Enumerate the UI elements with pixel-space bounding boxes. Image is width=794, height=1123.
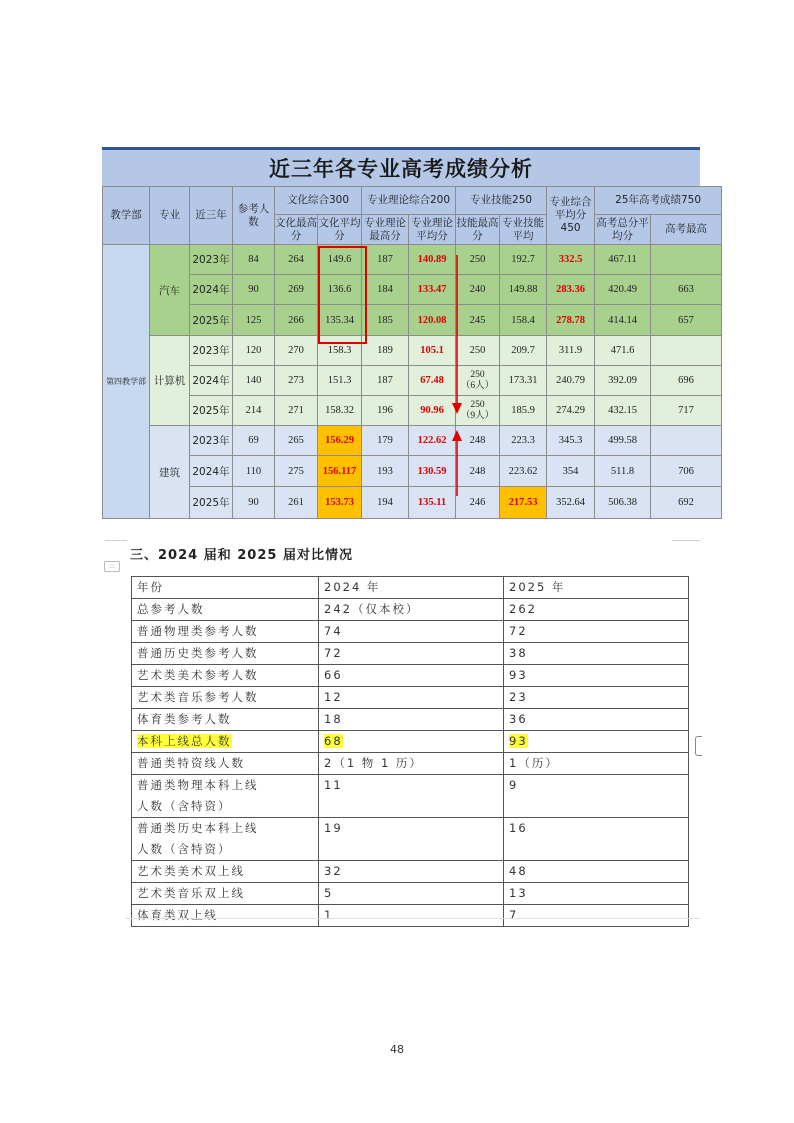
- comparison-cell: [319, 665, 504, 687]
- table-row: [132, 731, 689, 753]
- cell-tavg: 140.89: [409, 245, 456, 275]
- cell-text: 9: [509, 778, 519, 792]
- cell-count: 84: [233, 245, 275, 275]
- header-combined-avg: 专业综合平均分450: [547, 187, 595, 245]
- table-row: [132, 709, 689, 731]
- cell-totavg: 432.15: [595, 396, 651, 426]
- header-culture-max: 文化最高分: [275, 215, 318, 245]
- major-cell: 汽车: [150, 245, 190, 336]
- cell-text: 13: [509, 886, 528, 900]
- down-arrow-icon: [451, 255, 463, 415]
- cell-cmax: 270: [275, 336, 318, 366]
- cell-count: 110: [233, 456, 275, 487]
- cell-text: 普通历史类参考人数: [137, 646, 259, 660]
- cell-tavg: 120.08: [409, 305, 456, 336]
- cell-smax: 250 （6人）: [456, 366, 500, 396]
- comparison-cell: [319, 599, 504, 621]
- table-row: [103, 336, 722, 366]
- comparison-cell: [504, 577, 689, 599]
- comparison-cell: [319, 687, 504, 709]
- table-title-bar: [102, 150, 700, 187]
- cell-text: 年份: [137, 580, 164, 594]
- header-major: 专业: [150, 187, 190, 245]
- cell-cmax: 266: [275, 305, 318, 336]
- cell-count: 69: [233, 426, 275, 456]
- cell-tmax: 193: [362, 456, 409, 487]
- header-theory-avg: 专业理论平均分: [409, 215, 456, 245]
- cell-text: 5: [324, 886, 334, 900]
- cell-smax: 240: [456, 275, 500, 305]
- comparison-cell: [132, 883, 319, 905]
- comparison-cell: [504, 861, 689, 883]
- table-title: 近三年各专业高考成绩分析: [269, 157, 533, 181]
- cell-totmax: 663: [651, 275, 722, 305]
- cell-savg: 223.62: [500, 456, 547, 487]
- cell-smax: 248: [456, 426, 500, 456]
- cell-cavg: 158.32: [318, 396, 362, 426]
- cell-text: 总参考人数: [137, 602, 205, 616]
- comparison-cell: [132, 775, 319, 818]
- cell-savg: 149.88: [500, 275, 547, 305]
- table-row: [132, 861, 689, 883]
- cell-year: 2024年: [190, 456, 233, 487]
- cell-tavg: 67.48: [409, 366, 456, 396]
- cell-year: 2023年: [190, 336, 233, 366]
- header-total-max: 高考最高: [651, 215, 722, 245]
- cell-tmax: 187: [362, 245, 409, 275]
- cell-text: 本科上线总人数: [137, 734, 232, 748]
- cell-savg: 192.7: [500, 245, 547, 275]
- comparison-cell: [319, 818, 504, 861]
- cell-tmax: 189: [362, 336, 409, 366]
- cell-tmax: 179: [362, 426, 409, 456]
- section-title: 三、2024 届和 2025 届对比情况: [130, 548, 353, 563]
- cell-count: 140: [233, 366, 275, 396]
- cell-tavg: 122.62: [409, 426, 456, 456]
- cell-savg: 158.4: [500, 305, 547, 336]
- cell-savg: 217.53: [500, 487, 547, 519]
- cell-cmax: 275: [275, 456, 318, 487]
- cell-tmax: 187: [362, 366, 409, 396]
- cell-totavg: 467.11: [595, 245, 651, 275]
- table-row: [132, 577, 689, 599]
- comparison-cell: [132, 665, 319, 687]
- cell-tavg: 130.59: [409, 456, 456, 487]
- cell-cavg: 156.29: [318, 426, 362, 456]
- comparison-cell: [132, 818, 319, 861]
- cell-comb: 240.79: [547, 366, 595, 396]
- cell-tmax: 194: [362, 487, 409, 519]
- table-row: [132, 599, 689, 621]
- cell-text: 36: [509, 712, 528, 726]
- table-row: [132, 643, 689, 665]
- comparison-cell: [132, 861, 319, 883]
- score-table: [102, 186, 722, 519]
- comparison-cell: [504, 883, 689, 905]
- comparison-cell: [504, 599, 689, 621]
- table-row: [132, 753, 689, 775]
- cell-smax: 250: [456, 336, 500, 366]
- comparison-cell: [504, 731, 689, 753]
- cell-totavg: 499.58: [595, 426, 651, 456]
- cell-text: 2024 年: [324, 580, 381, 594]
- cell-text: 普通类历史本科上线 人数（含特资）: [137, 821, 259, 856]
- cell-cavg: 136.6: [318, 275, 362, 305]
- cell-text: 2025 年: [509, 580, 566, 594]
- cell-year: 2023年: [190, 245, 233, 275]
- cell-text: 艺术类音乐参考人数: [137, 690, 259, 704]
- comparison-cell: [504, 709, 689, 731]
- cell-text: 32: [324, 864, 343, 878]
- cell-year: 2024年: [190, 366, 233, 396]
- drag-handle-icon[interactable]: ::: [104, 561, 120, 572]
- cell-tavg: 105.1: [409, 336, 456, 366]
- cell-text: 艺术类美术双上线: [137, 864, 245, 878]
- cell-totmax: 706: [651, 456, 722, 487]
- cell-tmax: 185: [362, 305, 409, 336]
- cell-totavg: 420.49: [595, 275, 651, 305]
- score-analysis-table: [102, 147, 708, 524]
- cell-tavg: 135.11: [409, 487, 456, 519]
- cell-totavg: 506.38: [595, 487, 651, 519]
- cell-text: 普通物理类参考人数: [137, 624, 259, 638]
- comparison-cell: [504, 665, 689, 687]
- cell-text: 普通类物理本科上线 人数（含特资）: [137, 778, 259, 813]
- cell-totavg: 392.09: [595, 366, 651, 396]
- cell-savg: 223.3: [500, 426, 547, 456]
- comparison-cell: [319, 883, 504, 905]
- comparison-cell: [132, 753, 319, 775]
- header-skill-avg: 专业技能平均: [500, 215, 547, 245]
- cell-text: 72: [509, 624, 528, 638]
- cell-cmax: 261: [275, 487, 318, 519]
- header-year: 近三年: [190, 187, 233, 245]
- major-cell: 建筑: [150, 426, 190, 519]
- table-row: [103, 305, 722, 336]
- page-number: 48: [390, 1043, 404, 1056]
- cell-comb: 352.64: [547, 487, 595, 519]
- header-total: 25年高考成绩750: [595, 187, 722, 215]
- cell-cmax: 273: [275, 366, 318, 396]
- table-row: [132, 665, 689, 687]
- comparison-cell: [319, 753, 504, 775]
- cell-text: 48: [509, 864, 528, 878]
- cell-text: 体育类双上线: [137, 908, 218, 922]
- cell-text: 1（历）: [509, 756, 559, 770]
- cell-count: 90: [233, 487, 275, 519]
- cell-comb: 278.78: [547, 305, 595, 336]
- cell-year: 2024年: [190, 275, 233, 305]
- cell-text: 2（1 物 1 历）: [324, 756, 423, 770]
- cell-comb: 311.9: [547, 336, 595, 366]
- table-row: [103, 245, 722, 275]
- cell-year: 2025年: [190, 305, 233, 336]
- cell-smax: 245: [456, 305, 500, 336]
- major-cell: 计算机: [150, 336, 190, 426]
- cell-text: 艺术类美术参考人数: [137, 668, 259, 682]
- cell-comb: 283.36: [547, 275, 595, 305]
- cell-cavg: 151.3: [318, 366, 362, 396]
- cell-cmax: 271: [275, 396, 318, 426]
- cell-tavg: 90.96: [409, 396, 456, 426]
- cell-count: 120: [233, 336, 275, 366]
- table-row: [132, 775, 689, 818]
- cell-tmax: 196: [362, 396, 409, 426]
- cell-totavg: 414.14: [595, 305, 651, 336]
- side-bracket-marker: [695, 736, 702, 756]
- cell-cavg: 156.117: [318, 456, 362, 487]
- comparison-cell: [504, 621, 689, 643]
- comparison-cell: [319, 643, 504, 665]
- cell-cavg: 149.6: [318, 245, 362, 275]
- bottom-divider: [125, 918, 700, 919]
- comparison-cell: [504, 643, 689, 665]
- comparison-cell: [319, 621, 504, 643]
- cell-text: 艺术类音乐双上线: [137, 886, 245, 900]
- cell-cavg: 153.73: [318, 487, 362, 519]
- comparison-cell: [504, 818, 689, 861]
- table-row: [103, 426, 722, 456]
- header-theory-max: 专业理论最高分: [362, 215, 409, 245]
- header-skill: 专业技能250: [456, 187, 547, 215]
- table-row: [103, 487, 722, 519]
- cell-text: 262: [509, 602, 537, 616]
- cell-smax: 250 （9人）: [456, 396, 500, 426]
- comparison-cell: [132, 577, 319, 599]
- cell-count: 90: [233, 275, 275, 305]
- comparison-table: [131, 576, 689, 927]
- cell-totmax: [651, 336, 722, 366]
- cell-text: 38: [509, 646, 528, 660]
- comparison-cell: [504, 905, 689, 927]
- cell-tmax: 184: [362, 275, 409, 305]
- comparison-cell: [132, 621, 319, 643]
- cell-cmax: 265: [275, 426, 318, 456]
- cell-comb: 332.5: [547, 245, 595, 275]
- header-culture-avg: 文化平均分: [318, 215, 362, 245]
- cell-totmax: 696: [651, 366, 722, 396]
- cell-cmax: 264: [275, 245, 318, 275]
- comparison-cell: [319, 905, 504, 927]
- cell-text: 93: [509, 734, 528, 748]
- table-row: [103, 366, 722, 396]
- table-row: [132, 687, 689, 709]
- cell-text: 23: [509, 690, 528, 704]
- header-count: 参考人数: [233, 187, 275, 245]
- cell-text: 74: [324, 624, 343, 638]
- cell-text: 体育类参考人数: [137, 712, 232, 726]
- comparison-cell: [132, 731, 319, 753]
- header-culture: 文化综合300: [275, 187, 362, 215]
- header-theory: 专业理论综合200: [362, 187, 456, 215]
- cell-tavg: 133.47: [409, 275, 456, 305]
- cell-comb: 274.29: [547, 396, 595, 426]
- comparison-cell: [319, 731, 504, 753]
- comparison-cell: [132, 599, 319, 621]
- table-row: [103, 456, 722, 487]
- cell-savg: 173.31: [500, 366, 547, 396]
- comparison-cell: [504, 687, 689, 709]
- table-row: [103, 275, 722, 305]
- up-arrow-icon: [451, 430, 463, 498]
- cell-savg: 185.9: [500, 396, 547, 426]
- comparison-cell: [319, 577, 504, 599]
- header-dept: 教学部: [103, 187, 150, 245]
- comparison-cell: [132, 709, 319, 731]
- highlight-box: [318, 246, 367, 344]
- section-divider: [105, 540, 700, 541]
- table-row: [132, 905, 689, 927]
- cell-comb: 354: [547, 456, 595, 487]
- cell-text: 18: [324, 712, 343, 726]
- table-row: [132, 883, 689, 905]
- table-row: [103, 396, 722, 426]
- cell-smax: 248: [456, 456, 500, 487]
- cell-year: 2025年: [190, 487, 233, 519]
- cell-cavg: 135.34: [318, 305, 362, 336]
- cell-text: 93: [509, 668, 528, 682]
- cell-cavg: 158.3: [318, 336, 362, 366]
- comparison-cell: [319, 775, 504, 818]
- comparison-cell: [132, 643, 319, 665]
- comparison-cell: [319, 709, 504, 731]
- cell-cmax: 269: [275, 275, 318, 305]
- cell-text: 11: [324, 778, 343, 792]
- dept-cell: 第四教学部: [103, 245, 150, 519]
- cell-totmax: [651, 245, 722, 275]
- comparison-cell: [504, 753, 689, 775]
- cell-text: 66: [324, 668, 343, 682]
- cell-savg: 209.7: [500, 336, 547, 366]
- comparison-cell: [319, 861, 504, 883]
- cell-totmax: [651, 426, 722, 456]
- cell-year: 2023年: [190, 426, 233, 456]
- cell-totmax: 717: [651, 396, 722, 426]
- cell-text: 72: [324, 646, 343, 660]
- cell-text: 普通类特资线人数: [137, 756, 245, 770]
- cell-text: 7: [509, 908, 519, 922]
- cell-totavg: 511.8: [595, 456, 651, 487]
- cell-text: 68: [324, 734, 343, 748]
- cell-smax: 246: [456, 487, 500, 519]
- cell-totmax: 657: [651, 305, 722, 336]
- cell-text: 12: [324, 690, 343, 704]
- cell-text: 19: [324, 821, 343, 835]
- comparison-cell: [132, 905, 319, 927]
- cell-totavg: 471.6: [595, 336, 651, 366]
- cell-count: 214: [233, 396, 275, 426]
- cell-year: 2025年: [190, 396, 233, 426]
- table-row: [132, 818, 689, 861]
- cell-text: 16: [509, 821, 528, 835]
- comparison-cell: [132, 687, 319, 709]
- header-skill-max: 技能最高分: [456, 215, 500, 245]
- cell-count: 125: [233, 305, 275, 336]
- cell-comb: 345.3: [547, 426, 595, 456]
- cell-text: 242（仅本校）: [324, 602, 420, 616]
- comparison-cell: [504, 775, 689, 818]
- cell-text: 1: [324, 908, 334, 922]
- cell-smax: 250: [456, 245, 500, 275]
- table-row: [132, 621, 689, 643]
- header-total-avg: 高考总分平均分: [595, 215, 651, 245]
- cell-totmax: 692: [651, 487, 722, 519]
